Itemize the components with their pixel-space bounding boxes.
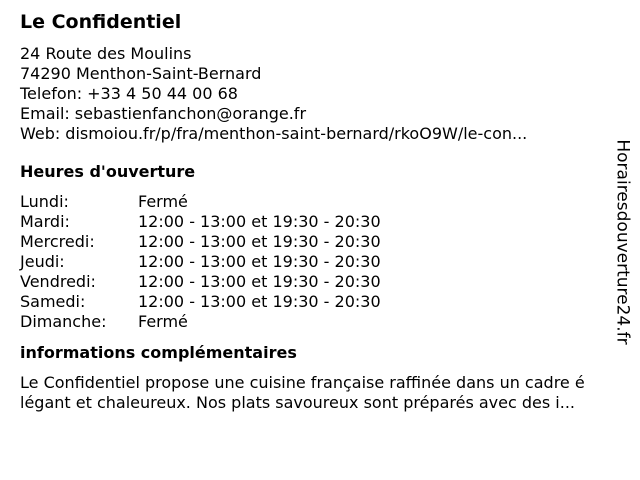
info-line-2: légant et chaleureux. Nos plats savoureux sont préparés avec des i... (20, 393, 575, 412)
day-label: Jeudi: (20, 252, 65, 271)
address-line-1: 24 Route des Moulins (20, 44, 192, 63)
email-label: Email: (20, 104, 70, 123)
day-label: Lundi: (20, 192, 69, 211)
day-hours: 12:00 - 13:00 et 19:30 - 20:30 (138, 232, 381, 251)
day-label: Mardi: (20, 212, 70, 231)
business-card (20, 10, 620, 413)
phone-link[interactable]: +33 4 50 44 00 68 (87, 84, 238, 103)
hours-row-saturday (20, 292, 620, 312)
day-hours: 12:00 - 13:00 et 19:30 - 20:30 (138, 292, 381, 311)
side-brand-watermark (613, 134, 633, 350)
phone-row (20, 84, 620, 104)
address-line-2: 74290 Menthon-Saint-Bernard (20, 64, 262, 83)
hours-row-wednesday (20, 232, 620, 252)
day-label: Samedi: (20, 292, 86, 311)
hours-title: Heures d'ouverture (20, 162, 196, 181)
day-label: Mercredi: (20, 232, 95, 251)
day-hours: 12:00 - 13:00 et 19:30 - 20:30 (138, 212, 381, 231)
info-line-1: Le Confidentiel propose une cuisine française raffinée dans un cadre é (20, 373, 585, 392)
email-row (20, 104, 620, 124)
hours-row-thursday (20, 252, 620, 272)
business-name: Le Confidentiel (20, 11, 182, 33)
day-hours: 12:00 - 13:00 et 19:30 - 20:30 (138, 252, 381, 271)
info-description (20, 373, 610, 413)
day-hours: 12:00 - 13:00 et 19:30 - 20:30 (138, 272, 381, 291)
web-label: Web: (20, 124, 61, 143)
day-hours: Fermé (138, 192, 188, 211)
hours-table (20, 192, 620, 332)
day-hours: Fermé (138, 312, 188, 331)
web-row (20, 124, 620, 144)
hours-row-tuesday (20, 212, 620, 232)
day-label: Dimanche: (20, 312, 107, 331)
side-brand-text: Horairesdouverture24.fr (613, 139, 633, 345)
hours-row-sunday (20, 312, 620, 332)
phone-label: Telefon: (20, 84, 83, 103)
email-link[interactable]: sebastienfanchon@orange.fr (74, 104, 307, 123)
info-title: informations complémentaires (20, 343, 297, 362)
web-link[interactable]: dismoiou.fr/p/fra/menthon-saint-bernard/rkoO9W/le-con... (65, 124, 528, 143)
day-label: Vendredi: (20, 272, 96, 291)
hours-row-monday (20, 192, 620, 212)
hours-row-friday (20, 272, 620, 292)
